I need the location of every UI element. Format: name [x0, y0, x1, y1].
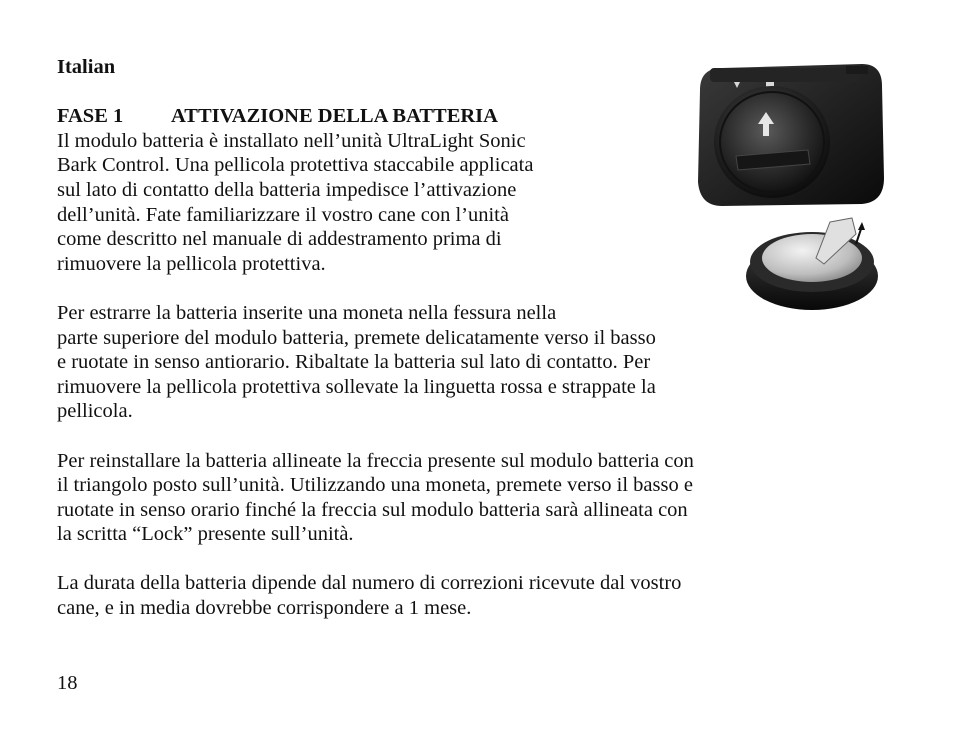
- text-line: cane, e in media dovrebbe corrispondere a 1 mese.: [57, 597, 472, 620]
- text-line: pellicola.: [57, 400, 133, 423]
- text-line: Il modulo batteria è installato nell’unità UltraLight Sonic: [57, 129, 526, 152]
- text-line: e ruotate in senso antiorario. Ribaltate la batteria sul lato di contatto. Per: [57, 351, 651, 374]
- text-line: Bark Control. Una pellicola protettiva staccabile applicata: [57, 154, 534, 177]
- language-label: Italian: [57, 56, 116, 78]
- step-number: FASE 1: [57, 105, 124, 128]
- paragraph-battery-life: [57, 571, 907, 620]
- paragraph-reinstall: [57, 449, 907, 547]
- page-number: 18: [57, 672, 78, 694]
- text-line: come descritto nel manuale di addestramento prima di: [57, 228, 502, 251]
- paragraph-removal: [57, 301, 907, 424]
- text-line: Per estrarre la batteria inserite una moneta nella fessura nella: [57, 301, 557, 324]
- text-line: Per reinstallare la batteria allineate la freccia presente sul modulo batteria con: [57, 449, 694, 472]
- page-body: [57, 55, 907, 645]
- text-line: sul lato di contatto della batteria impedisce l’attivazione: [57, 178, 517, 201]
- text-line: parte superiore del modulo batteria, premete delicatamente verso il basso: [57, 326, 656, 349]
- text-line: rimuovere la pellicola protettiva.: [57, 252, 326, 275]
- text-line: La durata della batteria dipende dal numero di correzioni ricevute dal vostro: [57, 572, 682, 595]
- text-line: la scritta “Lock” presente sull’unità.: [57, 523, 354, 546]
- text-line: dell’unità. Fate familiarizzare il vostro cane con l’unità: [57, 203, 509, 226]
- section-title: ATTIVAZIONE DELLA BATTERIA: [171, 105, 498, 128]
- text-line: ruotate in senso orario finché la freccia sul modulo batteria sarà allineata con: [57, 498, 688, 521]
- section-heading: [57, 104, 907, 129]
- paragraph-intro: [57, 129, 907, 277]
- text-line: il triangolo posto sull’unità. Utilizzando una moneta, premete verso il basso e: [57, 474, 693, 497]
- text-line: rimuovere la pellicola protettiva sollevate la linguetta rossa e strappate la: [57, 375, 656, 398]
